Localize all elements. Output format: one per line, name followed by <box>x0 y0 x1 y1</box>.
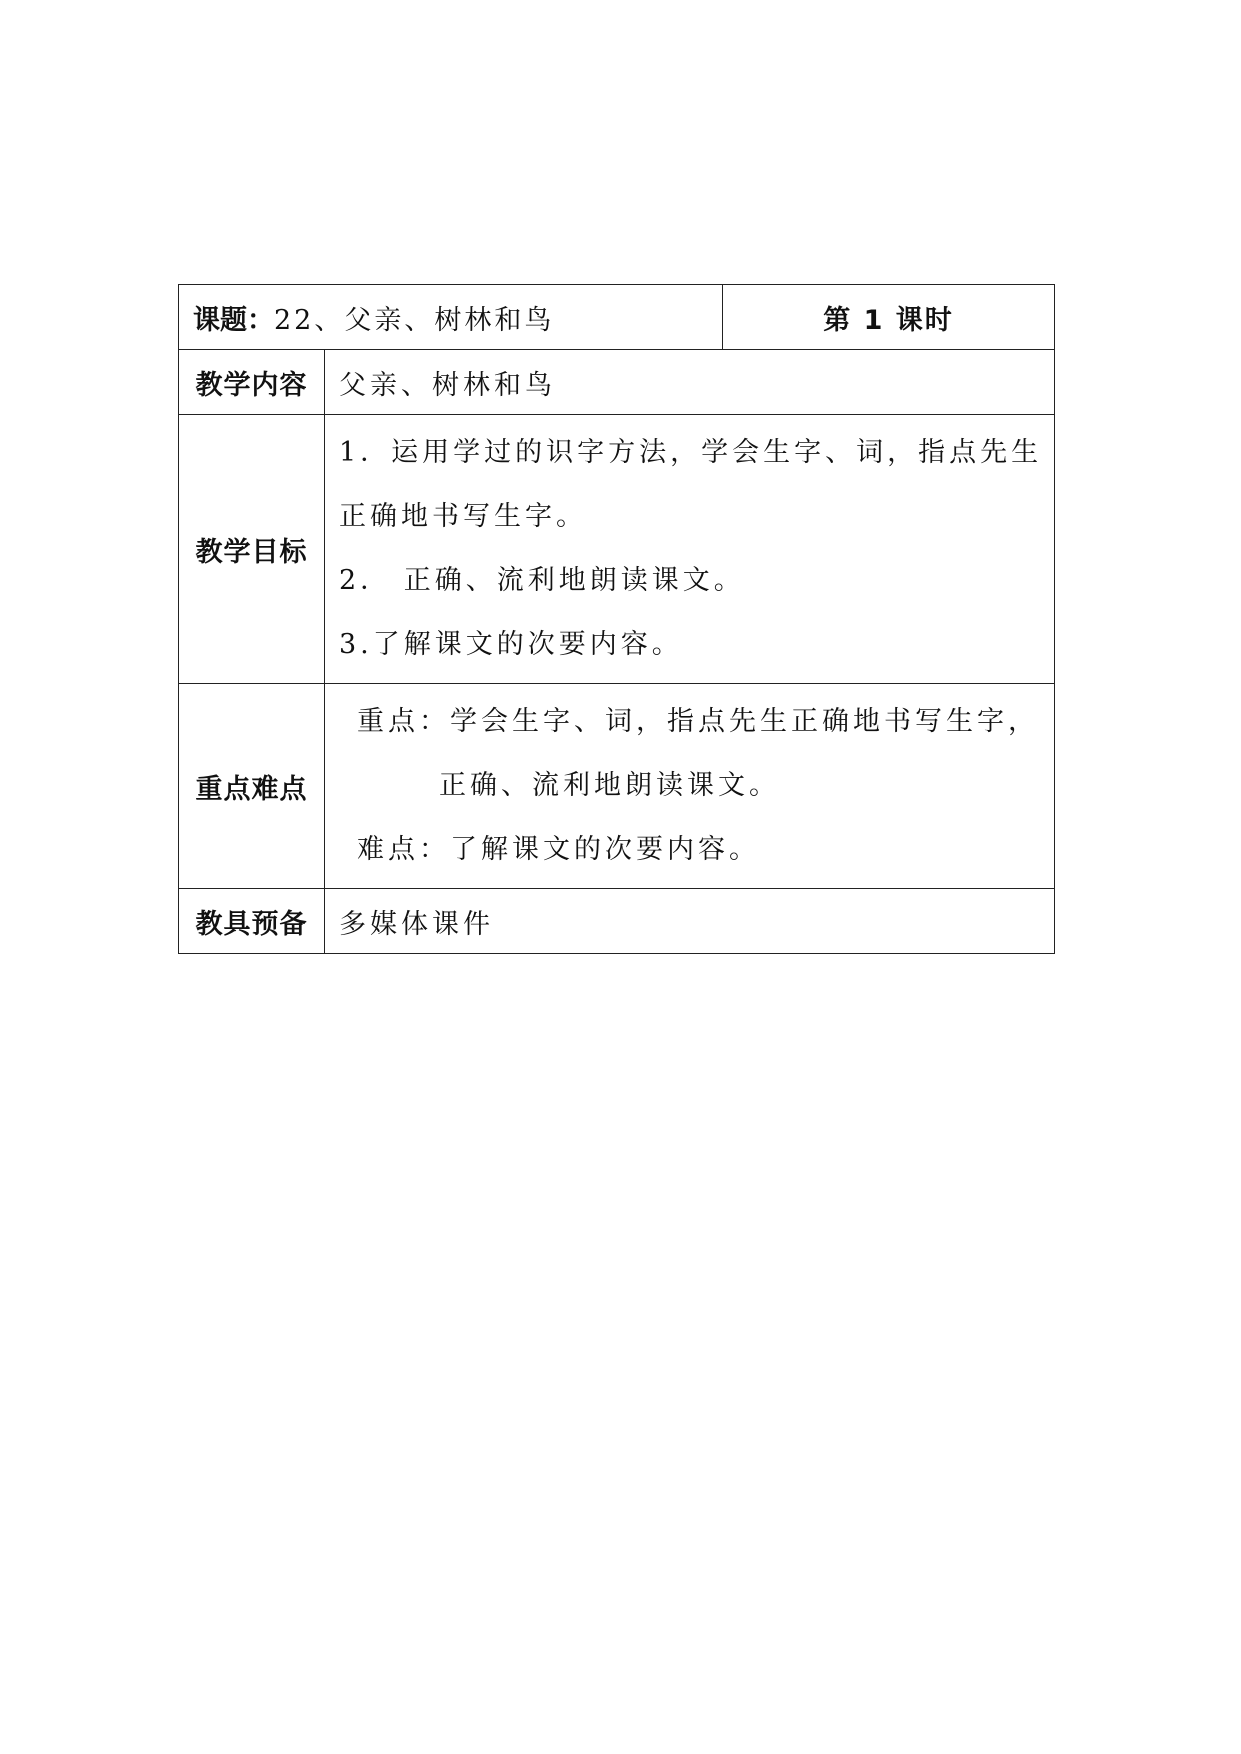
tools-label: 教具预备 <box>179 889 325 954</box>
goals-cell <box>325 415 1055 684</box>
lesson-title-cell <box>179 285 723 350</box>
goals-label: 教学目标 <box>179 415 325 684</box>
content-value: 父亲、树林和鸟 <box>325 350 1055 415</box>
key-point-item: 重点：学会生字、词，指点先生正确地书写生字，正确、流利地朗读课文。 <box>357 706 1039 801</box>
lesson-number: 第 1 课时 <box>723 285 1055 350</box>
lesson-title: 22、父亲、树林和鸟 <box>274 304 555 336</box>
goals-list <box>325 415 1054 683</box>
key-points-cell <box>325 684 1055 889</box>
content-row <box>179 350 1055 415</box>
goals-row <box>179 415 1055 684</box>
title-prefix: 课题： <box>193 304 274 336</box>
content-label: 教学内容 <box>179 350 325 415</box>
tools-row <box>179 889 1055 954</box>
lesson-plan-table <box>178 284 1055 954</box>
title-row <box>179 285 1055 350</box>
key-points-row <box>179 684 1055 889</box>
tools-value: 多媒体课件 <box>325 889 1055 954</box>
difficulty-item: 难点：了解课文的次要内容。 <box>357 834 760 865</box>
key-points-list <box>325 684 1054 888</box>
key-points-label: 重点难点 <box>179 684 325 889</box>
goal-item: 3.了解课文的次要内容。 <box>339 629 683 660</box>
goal-item: 1．运用学过的识字方法，学会生字、词，指点先生正确地书写生字。 <box>339 437 1043 532</box>
goal-item: 2． 正确、流利地朗读课文。 <box>339 565 745 596</box>
